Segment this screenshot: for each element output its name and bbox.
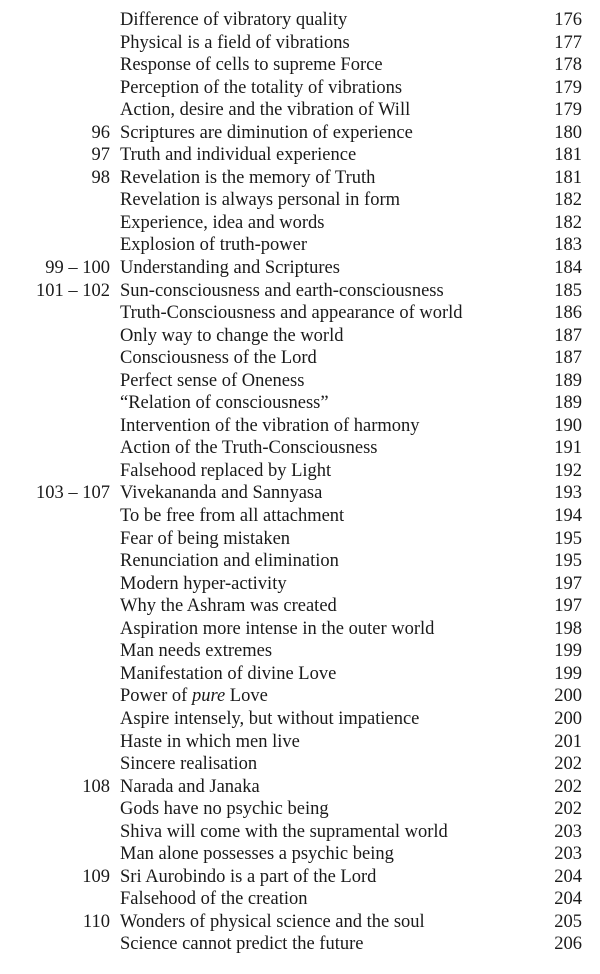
talk-number: 103 – 107 <box>36 483 110 504</box>
talk-number: 99 – 100 <box>45 258 110 279</box>
page-number: 182 <box>554 190 582 211</box>
entry-title: Man needs extremes <box>120 641 273 662</box>
page-number: 200 <box>554 686 582 707</box>
page-number: 202 <box>554 776 582 797</box>
toc-entry <box>0 460 600 483</box>
toc-entry <box>0 99 600 122</box>
page-number: 201 <box>554 731 582 752</box>
entry-title: Truth-Consciousness and appearance of world <box>120 303 463 324</box>
toc-entry <box>0 370 600 393</box>
entry-title-part: Love <box>225 686 268 707</box>
toc-entry <box>0 528 600 551</box>
entry-title: Narada and Janaka <box>120 776 260 797</box>
toc-entry <box>0 505 600 528</box>
entry-title: Sri Aurobindo is a part of the Lord <box>120 866 377 887</box>
page-number: 199 <box>554 663 582 684</box>
talk-number: 110 <box>82 911 110 932</box>
page-number: 199 <box>554 641 582 662</box>
entry-title: Why the Ashram was created <box>120 596 337 617</box>
page-number: 182 <box>554 212 582 233</box>
toc-entry <box>0 144 600 167</box>
page-number: 198 <box>554 618 582 639</box>
toc-entry <box>0 280 600 303</box>
entry-title: Haste in which men live <box>120 731 300 752</box>
entry-title: Modern hyper-activity <box>120 573 287 594</box>
page-number: 193 <box>554 483 582 504</box>
page-number: 179 <box>554 100 582 121</box>
table-of-contents <box>0 9 600 956</box>
toc-entry <box>0 167 600 190</box>
toc-entry <box>0 866 600 889</box>
entry-title-emphasis: pure <box>191 686 226 707</box>
toc-entry <box>0 753 600 776</box>
toc-entry <box>0 257 600 280</box>
toc-entry <box>0 122 600 145</box>
talk-number: 101 – 102 <box>36 280 110 301</box>
entry-title: Explosion of truth-power <box>120 235 308 256</box>
talk-number: 97 <box>91 145 110 166</box>
talk-number: 109 <box>82 866 110 887</box>
page-number: 189 <box>554 393 582 414</box>
entry-title: Vivekananda and Sannyasa <box>120 483 323 504</box>
page-number: 181 <box>554 145 582 166</box>
entry-title: Scriptures are diminution of experience <box>120 122 413 143</box>
page-number: 178 <box>554 55 582 76</box>
entry-title: Revelation is always personal in form <box>120 190 401 211</box>
page-number: 202 <box>554 799 582 820</box>
toc-entry <box>0 708 600 731</box>
entry-title: “Relation of consciousness” <box>120 393 329 414</box>
entry-title: Fear of being mistaken <box>120 528 291 549</box>
page-number: 179 <box>554 77 582 98</box>
page-number: 204 <box>554 889 582 910</box>
toc-entry <box>0 550 600 573</box>
entry-title-part: Power of <box>120 686 192 707</box>
entry-title: Perfect sense of Oneness <box>120 370 305 391</box>
toc-entry <box>0 618 600 641</box>
entry-title: Consciousness of the Lord <box>120 348 317 369</box>
entry-title: Man alone possesses a psychic being <box>120 844 394 865</box>
entry-title: Action, desire and the vibration of Will <box>120 100 411 121</box>
page-number: 184 <box>554 258 582 279</box>
page-number: 195 <box>554 551 582 572</box>
page-number: 197 <box>554 596 582 617</box>
page-number: 183 <box>554 235 582 256</box>
toc-entry <box>0 776 600 799</box>
toc-entry <box>0 482 600 505</box>
entry-title <box>120 685 268 708</box>
talk-number: 98 <box>91 167 110 188</box>
page-number: 185 <box>554 280 582 301</box>
toc-entry <box>0 731 600 754</box>
page-number: 192 <box>554 460 582 481</box>
page-number: 177 <box>554 32 582 53</box>
entry-title: Falsehood of the creation <box>120 889 308 910</box>
entry-title: Only way to change the world <box>120 325 344 346</box>
toc-entry <box>0 189 600 212</box>
toc-entry <box>0 911 600 934</box>
entry-title: To be free from all attachment <box>120 506 345 527</box>
toc-entry <box>0 663 600 686</box>
entry-title: Shiva will come with the supramental world <box>120 821 448 842</box>
toc-entry <box>0 347 600 370</box>
toc-entry <box>0 933 600 956</box>
entry-title: Difference of vibratory quality <box>120 10 348 30</box>
toc-entry <box>0 685 600 708</box>
entry-title: Truth and individual experience <box>120 145 357 166</box>
toc-entry <box>0 234 600 257</box>
page-number: 180 <box>554 122 582 143</box>
toc-entry <box>0 573 600 596</box>
toc-entry <box>0 595 600 618</box>
page-number: 200 <box>554 708 582 729</box>
entry-title: Physical is a field of vibrations <box>120 32 350 53</box>
toc-entry <box>0 9 600 32</box>
toc-entry <box>0 415 600 438</box>
page-number: 191 <box>554 438 582 459</box>
entry-title: Revelation is the memory of Truth <box>120 167 376 188</box>
page-number: 181 <box>554 167 582 188</box>
entry-title: Renunciation and elimination <box>120 551 339 572</box>
entry-title: Intervention of the vibration of harmony <box>120 415 420 436</box>
entry-title: Manifestation of divine Love <box>120 663 337 684</box>
page-number: 203 <box>554 821 582 842</box>
entry-title: Aspiration more intense in the outer world <box>120 618 435 639</box>
toc-entry <box>0 843 600 866</box>
entry-title: Understanding and Scriptures <box>120 258 340 279</box>
page-number: 205 <box>554 911 582 932</box>
page-number: 203 <box>554 844 582 865</box>
page-number: 187 <box>554 348 582 369</box>
page-number: 190 <box>554 415 582 436</box>
page-number: 186 <box>554 303 582 324</box>
page-number: 189 <box>554 370 582 391</box>
toc-entry <box>0 392 600 415</box>
entry-title: Gods have no psychic being <box>120 799 329 820</box>
toc-entry <box>0 821 600 844</box>
toc-entry <box>0 798 600 821</box>
toc-entry <box>0 212 600 235</box>
entry-title: Wonders of physical science and the soul <box>120 911 425 932</box>
toc-entry <box>0 888 600 911</box>
entry-title: Response of cells to supreme Force <box>120 55 383 76</box>
entry-title: Aspire intensely, but without impatience <box>120 708 420 729</box>
toc-entry <box>0 77 600 100</box>
entry-title: Perception of the totality of vibrations <box>120 77 403 98</box>
page-number: 197 <box>554 573 582 594</box>
toc-entry <box>0 54 600 77</box>
entry-title: Science cannot predict the future <box>120 934 364 955</box>
page-number: 195 <box>554 528 582 549</box>
toc-entry <box>0 640 600 663</box>
entry-title: Action of the Truth-Consciousness <box>120 438 378 459</box>
page-number: 204 <box>554 866 582 887</box>
toc-entry <box>0 437 600 460</box>
page-number: 206 <box>554 934 582 955</box>
entry-title: Sun-consciousness and earth-consciousness <box>120 280 444 301</box>
toc-entry <box>0 32 600 55</box>
toc-entry <box>0 302 600 325</box>
toc-entry <box>0 325 600 348</box>
page-number: 202 <box>554 754 582 775</box>
entry-title: Experience, idea and words <box>120 212 325 233</box>
talk-number: 96 <box>91 122 110 143</box>
entry-title: Sincere realisation <box>120 754 258 775</box>
page-number: 187 <box>554 325 582 346</box>
entry-title: Falsehood replaced by Light <box>120 460 332 481</box>
page-number: 194 <box>554 506 582 527</box>
page-number: 176 <box>554 10 582 30</box>
talk-number: 108 <box>82 776 110 797</box>
